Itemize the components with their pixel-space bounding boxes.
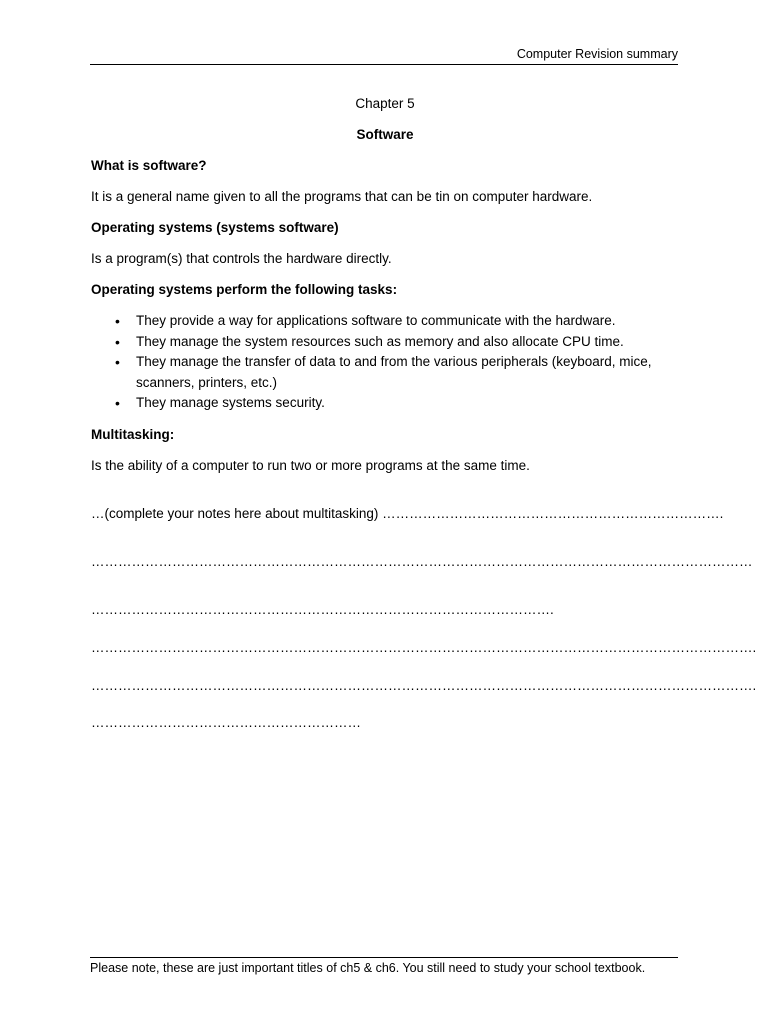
text-what-is-software: It is a general name given to all the programs that can be tin on computer hardware. xyxy=(91,189,593,204)
heading-what-is-software: What is software? xyxy=(91,158,207,173)
list-item: • They manage the transfer of data to and from the various peripherals (keyboard, mice, scanners, printers, etc.) xyxy=(136,352,679,393)
notes-line: …(complete your notes here about multitasking) …………………………………………………………………. xyxy=(91,505,724,521)
notes-line: …………………………………………………… xyxy=(91,714,361,730)
notes-line: …………………………………………………………………………………………………………………………………. xyxy=(91,677,757,693)
list-item: • They manage the system resources such as memory and also allocate CPU time. xyxy=(136,332,679,353)
notes-line: …………………………………………………………………………………………. xyxy=(91,601,554,617)
topic-title: Software xyxy=(356,127,414,142)
text-operating-systems: Is a program(s) that controls the hardware directly. xyxy=(91,251,392,266)
heading-operating-systems: Operating systems (systems software) xyxy=(91,220,339,235)
page-header: Computer Revision summary xyxy=(90,47,678,65)
list-item: • They manage systems security. xyxy=(136,393,679,414)
heading-os-tasks: Operating systems perform the following tasks: xyxy=(91,282,398,297)
notes-line: …………………………………………………………………………………………………………………………………. xyxy=(91,639,757,655)
notes-line: ………………………………………………………………………………………………………………………………… xyxy=(91,553,753,569)
task-list xyxy=(91,311,679,414)
text-multitasking: Is the ability of a computer to run two or more programs at the same time. xyxy=(91,457,530,473)
chapter-label: Chapter 5 xyxy=(355,96,415,111)
page-content xyxy=(91,94,757,733)
list-item: • They provide a way for applications software to communicate with the hardware. xyxy=(136,311,679,332)
heading-multitasking: Multitasking: xyxy=(91,426,175,442)
page-footer: Please note, these are just important titles of ch5 & ch6. You still need to study your school textbook. xyxy=(90,957,678,975)
